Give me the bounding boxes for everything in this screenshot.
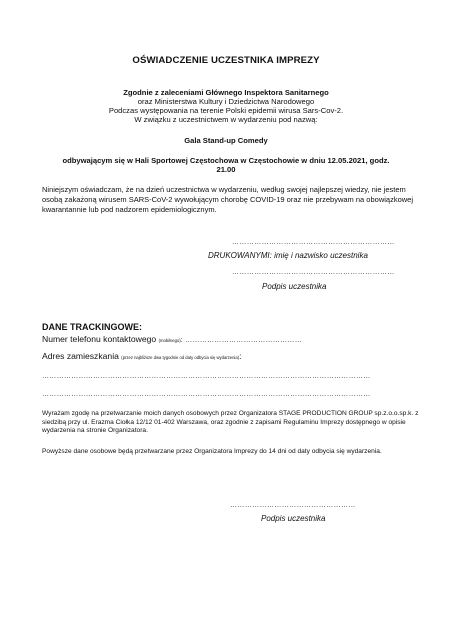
event-details-line-1: odbywającym się w Hali Sportowej Częstochowa w Częstochowie w dniu 12.05.2021, godz. bbox=[62, 156, 390, 165]
intro-line-1: Zgodnie z zaleceniami Głównego Inspektora Sanitarnego bbox=[123, 88, 329, 97]
name-dotted-line[interactable]: ………………………………………………………… bbox=[232, 239, 395, 246]
event-name: Gala Stand-up Comedy bbox=[184, 136, 268, 145]
phone-note: (mobilnego) bbox=[158, 338, 181, 343]
intro-line-3: Podczas występowania na terenie Polski epidemii wirusa Sars-Cov-2. bbox=[108, 106, 344, 115]
address-note: (przez najbliższe dwa tygodnie od daty odbycia się wydarzenia) bbox=[121, 355, 240, 360]
intro-line-4: W związku z uczestnictwem w wydarzeniu pod nazwą: bbox=[134, 115, 318, 124]
phone-dots: : ………………………………………… bbox=[180, 337, 302, 344]
phone-field[interactable] bbox=[42, 334, 302, 344]
name-label: DRUKOWANYMI: imię i nazwisko uczestnika bbox=[208, 251, 368, 260]
event-details-line-2: 21.00 bbox=[216, 165, 236, 174]
address-line-1[interactable]: ……………………………………………………………………………………………………………………… bbox=[42, 373, 371, 380]
phone-label: Numer telefonu kontaktowego bbox=[42, 334, 157, 344]
address-line-2[interactable]: ……………………………………………………………………………………………………………………… bbox=[42, 391, 371, 398]
final-signature-label: Podpis uczestnika bbox=[261, 514, 326, 523]
intro-line-2: oraz Ministerstwa Kultury i Dziedzictwa Narodowego bbox=[137, 97, 315, 106]
address-field[interactable] bbox=[42, 351, 241, 361]
retention-paragraph: Powyższe dane osobowe będą przetwarzane przez Organizatora Imprezy do 14 dni od daty odbycia się wydarzenia. bbox=[42, 448, 382, 455]
declaration-paragraph: Niniejszym oświadczam, że na dzień uczestnictwa w wydarzeniu, według swojej najlepszej wiedzy, nie jestem osobą zakażoną wirusem SARS-CoV-2 wywołującym chorobę COVID-19 oraz nie przebywam na obowiązkowej kwarantannie lub pod nadzorem epidemiologicznym. bbox=[42, 185, 413, 214]
final-signature-dotted-line[interactable]: …………………………………………… bbox=[230, 502, 356, 509]
signature-label: Podpis uczestnika bbox=[262, 282, 327, 291]
tracking-heading: DANE TRACKINGOWE: bbox=[42, 322, 142, 332]
document-title: OŚWIADCZENIE UCZESTNIKA IMPREZY bbox=[132, 55, 320, 66]
consent-paragraph: Wyrażam zgodę na przetwarzanie moich danych osobowych przez Organizatora STAGE PRODUCTION GROUP sp.z.o.o.sp.k. z siedzibą przy ul. Erazma Ciołka 12/12 01-402 Warszawa, oraz zgodnie z zapisami Regulaminu Imprezy dostępnego w opisie wydarzenia na stronie Organizatora. bbox=[42, 410, 419, 435]
signature-dotted-line[interactable]: ………………………………………………………… bbox=[232, 269, 395, 276]
address-label: Adres zamieszkania bbox=[42, 351, 119, 361]
address-dots: : bbox=[239, 351, 242, 361]
